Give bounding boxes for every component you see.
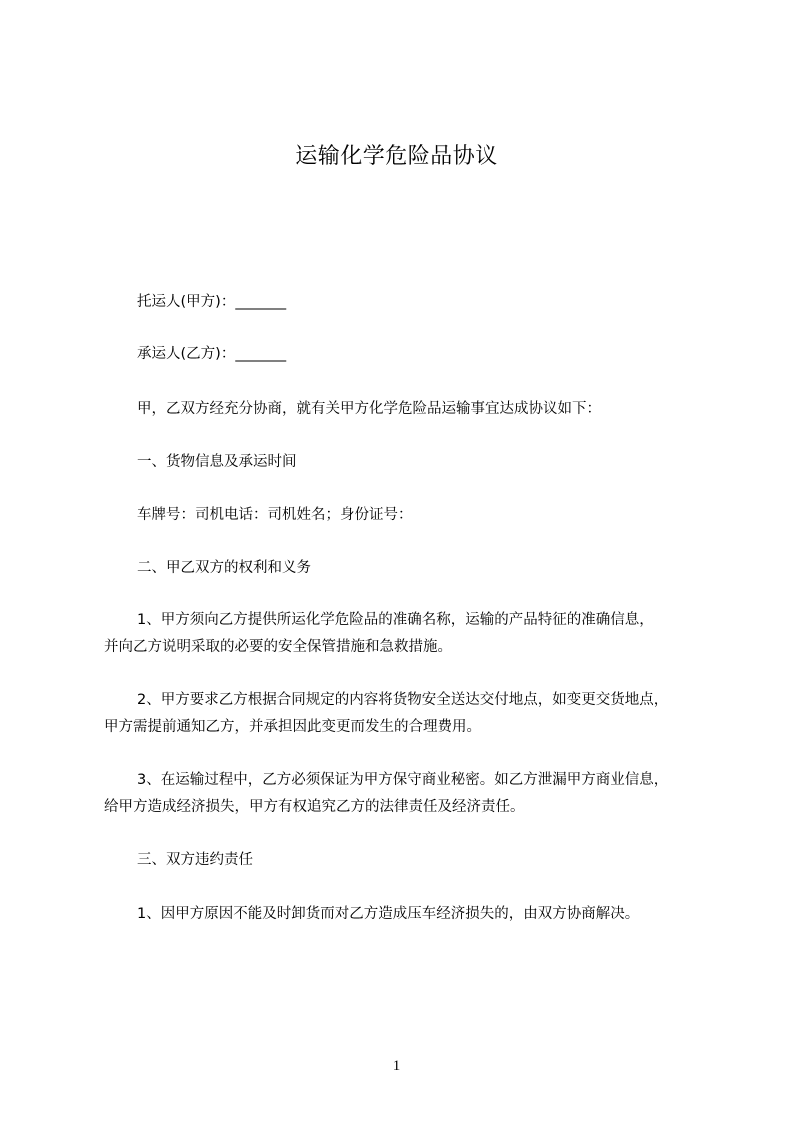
clause-2-1-line-1: 1、甲方须向乙方提供所运化学危险品的准确名称，运输的产品特征的准确信息，	[137, 612, 654, 628]
clause-3-1: 1、因甲方原因不能及时卸货而对乙方造成压车经济损失的，由双方协商解决。	[137, 906, 640, 922]
vehicle-info-line: 车牌号：司机电话：司机姓名；身份证号：	[137, 507, 413, 523]
section-heading-3: 三、双方违约责任	[137, 852, 253, 868]
clause-2-1-line-2: 并向乙方说明采取的必要的安全保管措施和急救措施。	[104, 639, 452, 655]
intro-paragraph: 甲，乙双方经充分协商，就有关甲方化学危险品运输事宜达成协议如下：	[137, 401, 601, 417]
clause-2-3-line-1: 3、在运输过程中，乙方必须保证为甲方保守商业秘密。如乙方泄漏甲方商业信息，	[137, 772, 669, 788]
page-number: 1	[392, 1058, 401, 1074]
shipper-party-line: 托运人(甲方)：_______	[137, 294, 287, 310]
clause-2-2-line-1: 2、甲方要求乙方根据合同规定的内容将货物安全送达交付地点，如变更交货地点，	[137, 692, 669, 708]
section-heading-2: 二、甲乙双方的权利和义务	[137, 560, 311, 576]
clause-2-3-line-2: 给甲方造成经济损失，甲方有权追究乙方的法律责任及经济责任。	[104, 799, 525, 815]
clause-2-2-line-2: 甲方需提前通知乙方，并承担因此变更而发生的合理费用。	[104, 719, 481, 735]
document-title: 运输化学危险品协议	[295, 144, 498, 169]
section-heading-1: 一、货物信息及承运时间	[137, 454, 297, 470]
carrier-party-line: 承运人(乙方)：_______	[137, 346, 287, 362]
